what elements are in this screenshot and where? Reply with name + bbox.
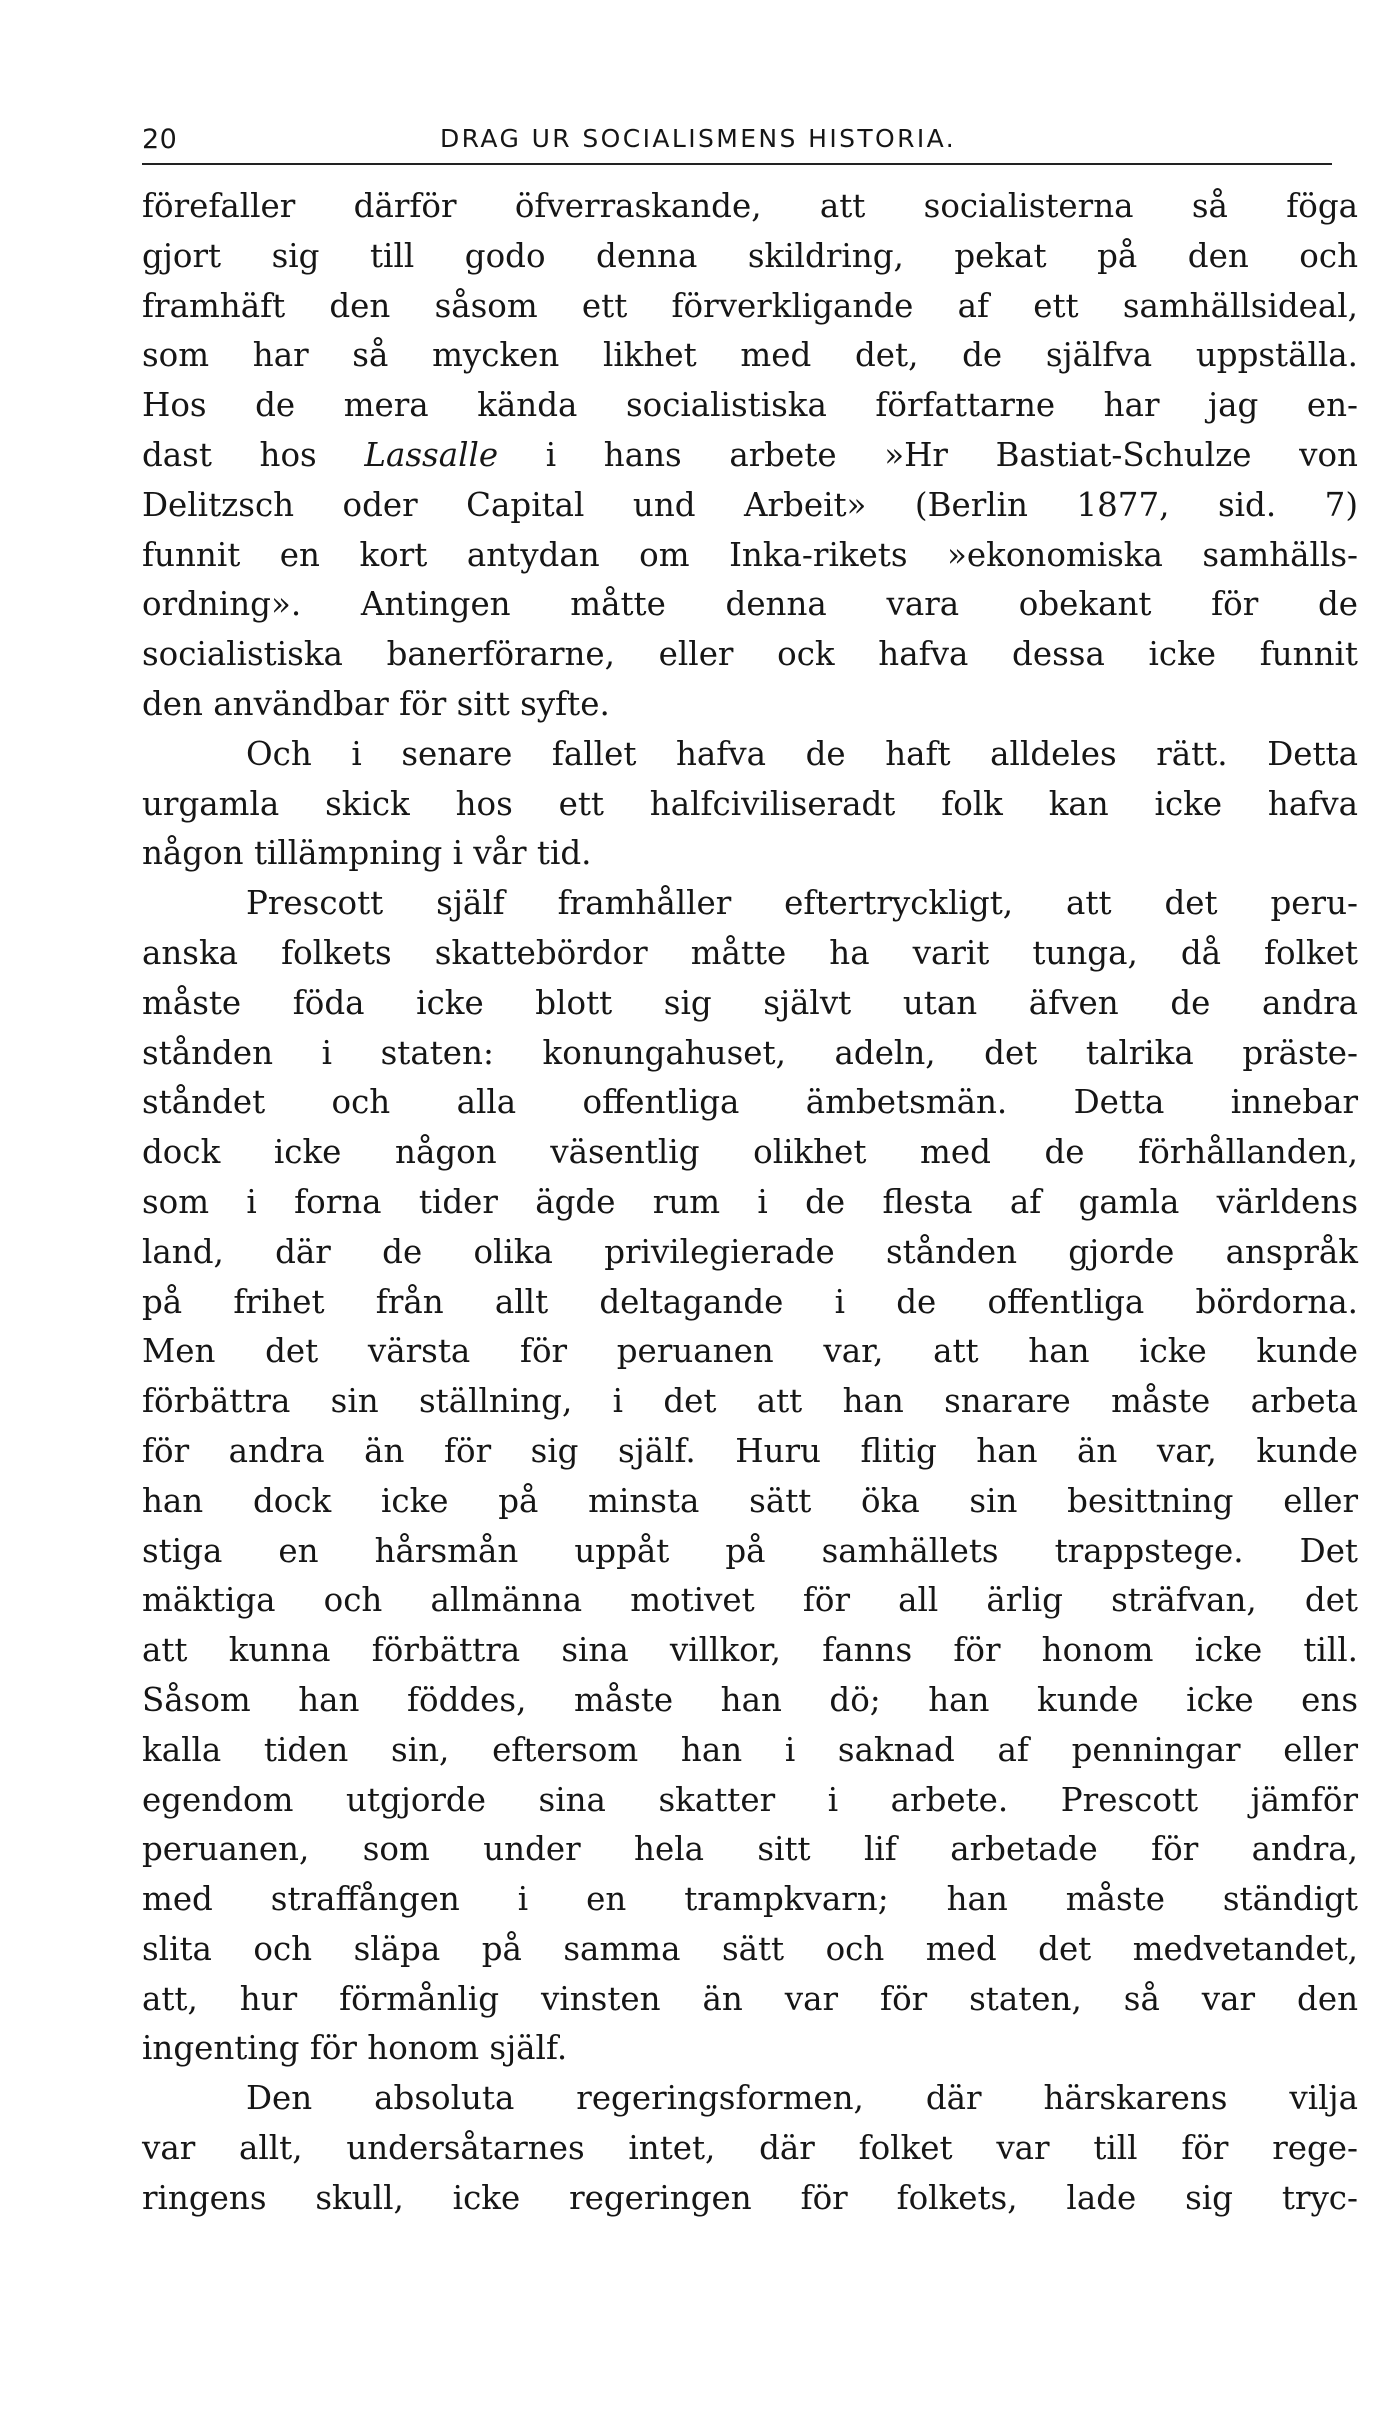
text-line: Den absoluta regeringsformen, där härskarens vilja xyxy=(246,2079,1358,2118)
body-text xyxy=(142,182,1358,2224)
header-rule xyxy=(142,163,1332,165)
text-line: Såsom han föddes, måste han dö; han kunde icke ens xyxy=(142,1680,1358,1719)
text-line: som i forna tider ägde rum i de flesta af gamla världens xyxy=(142,1182,1358,1221)
text-line: stånden i staten: konungahuset, adeln, det talrika präste- xyxy=(142,1033,1358,1072)
text-line: ingenting för honom själf. xyxy=(142,2029,568,2068)
text-line: stiga en hårsmån uppåt på samhällets trappstege. Det xyxy=(142,1531,1358,1570)
text-line: funnit en kort antydan om Inka-rikets »ekonomiska samhälls- xyxy=(142,535,1358,574)
text-line: förbättra sin ställning, i det att han snarare måste arbeta xyxy=(142,1382,1358,1421)
text-line: var allt, undersåtarnes intet, där folket var till för rege- xyxy=(142,2129,1358,2168)
text-line: socialistiska banerförarne, eller ock hafva dessa icke funnit xyxy=(142,635,1358,674)
text-line: ordning». Antingen måtte denna vara obekant för de xyxy=(142,585,1358,624)
text-line: han dock icke på minsta sätt öka sin besittning eller xyxy=(142,1481,1358,1520)
running-title: DRAG UR SOCIALISMENS HISTORIA. xyxy=(440,124,957,153)
text-line: peruanen, som under hela sitt lif arbetade för andra, xyxy=(142,1830,1358,1869)
text-line: slita och släpa på samma sätt och med det medvetandet, xyxy=(142,1929,1358,1968)
text-line: gjort sig till godo denna skildring, pekat på den och xyxy=(142,236,1358,275)
text-line: mäktiga och allmänna motivet för all ärlig sträfvan, det xyxy=(142,1581,1358,1620)
text-line: land, där de olika privilegierade stånden gjorde anspråk xyxy=(142,1232,1358,1271)
text-line: att kunna förbättra sina villkor, fanns för honom icke till. xyxy=(142,1631,1358,1670)
text-line: förefaller därför öfverraskande, att socialisterna så föga xyxy=(142,187,1358,225)
line-segment: i hans arbete »Hr Bastiat-Schulze von xyxy=(498,435,1358,474)
text-line: som har så mycken likhet med det, de själfva uppställa. xyxy=(142,336,1358,375)
text-line xyxy=(142,431,1358,481)
text-line: Hos de mera kända socialistiska författarne har jag en- xyxy=(142,386,1358,425)
text-line: någon tillämpning i vår tid. xyxy=(142,834,592,873)
text-line: ringens skull, icke regeringen för folkets, lade sig tryc- xyxy=(142,2178,1358,2217)
text-line: framhäft den såsom ett förverkligande af ett samhällsideal, xyxy=(142,286,1358,325)
text-line: för andra än för sig själf. Huru flitig han än var, kunde xyxy=(142,1431,1358,1470)
text-line: Och i senare fallet hafva de haft alldeles rätt. Detta xyxy=(246,734,1358,773)
text-line: Delitzsch oder Capital und Arbeit» (Berlin 1877, sid. 7) xyxy=(142,485,1358,524)
text-line: dock icke någon väsentlig olikhet med de förhållanden, xyxy=(142,1133,1358,1172)
text-line: ståndet och alla offentliga ämbetsmän. Detta innebar xyxy=(142,1083,1358,1122)
text-line: att, hur förmånlig vinsten än var för staten, så var den xyxy=(142,1979,1358,2018)
author-name-italic: Lassalle xyxy=(364,435,499,474)
text-line: den användbar för sitt syfte. xyxy=(142,684,610,723)
text-line: med straffången i en trampkvarn; han måste ständigt xyxy=(142,1880,1358,1919)
line-segment: dast hos xyxy=(142,435,365,474)
text-line: på frihet från allt deltagande i de offentliga bördorna. xyxy=(142,1282,1358,1321)
text-line: urgamla skick hos ett halfciviliseradt folk kan icke hafva xyxy=(142,784,1358,823)
text-line: anska folkets skattebördor måtte ha varit tunga, då folket xyxy=(142,933,1358,972)
text-line: Prescott själf framhåller eftertryckligt, att det peru- xyxy=(246,884,1358,923)
text-line: måste föda icke blott sig självt utan äfven de andra xyxy=(142,983,1358,1022)
running-head xyxy=(142,118,1332,162)
text-line: Men det värsta för peruanen var, att han icke kunde xyxy=(142,1332,1358,1371)
text-line: kalla tiden sin, eftersom han i saknad af penningar eller xyxy=(142,1730,1358,1769)
page-number: 20 xyxy=(142,124,178,155)
text-line: egendom utgjorde sina skatter i arbete. Prescott jämför xyxy=(142,1780,1358,1819)
